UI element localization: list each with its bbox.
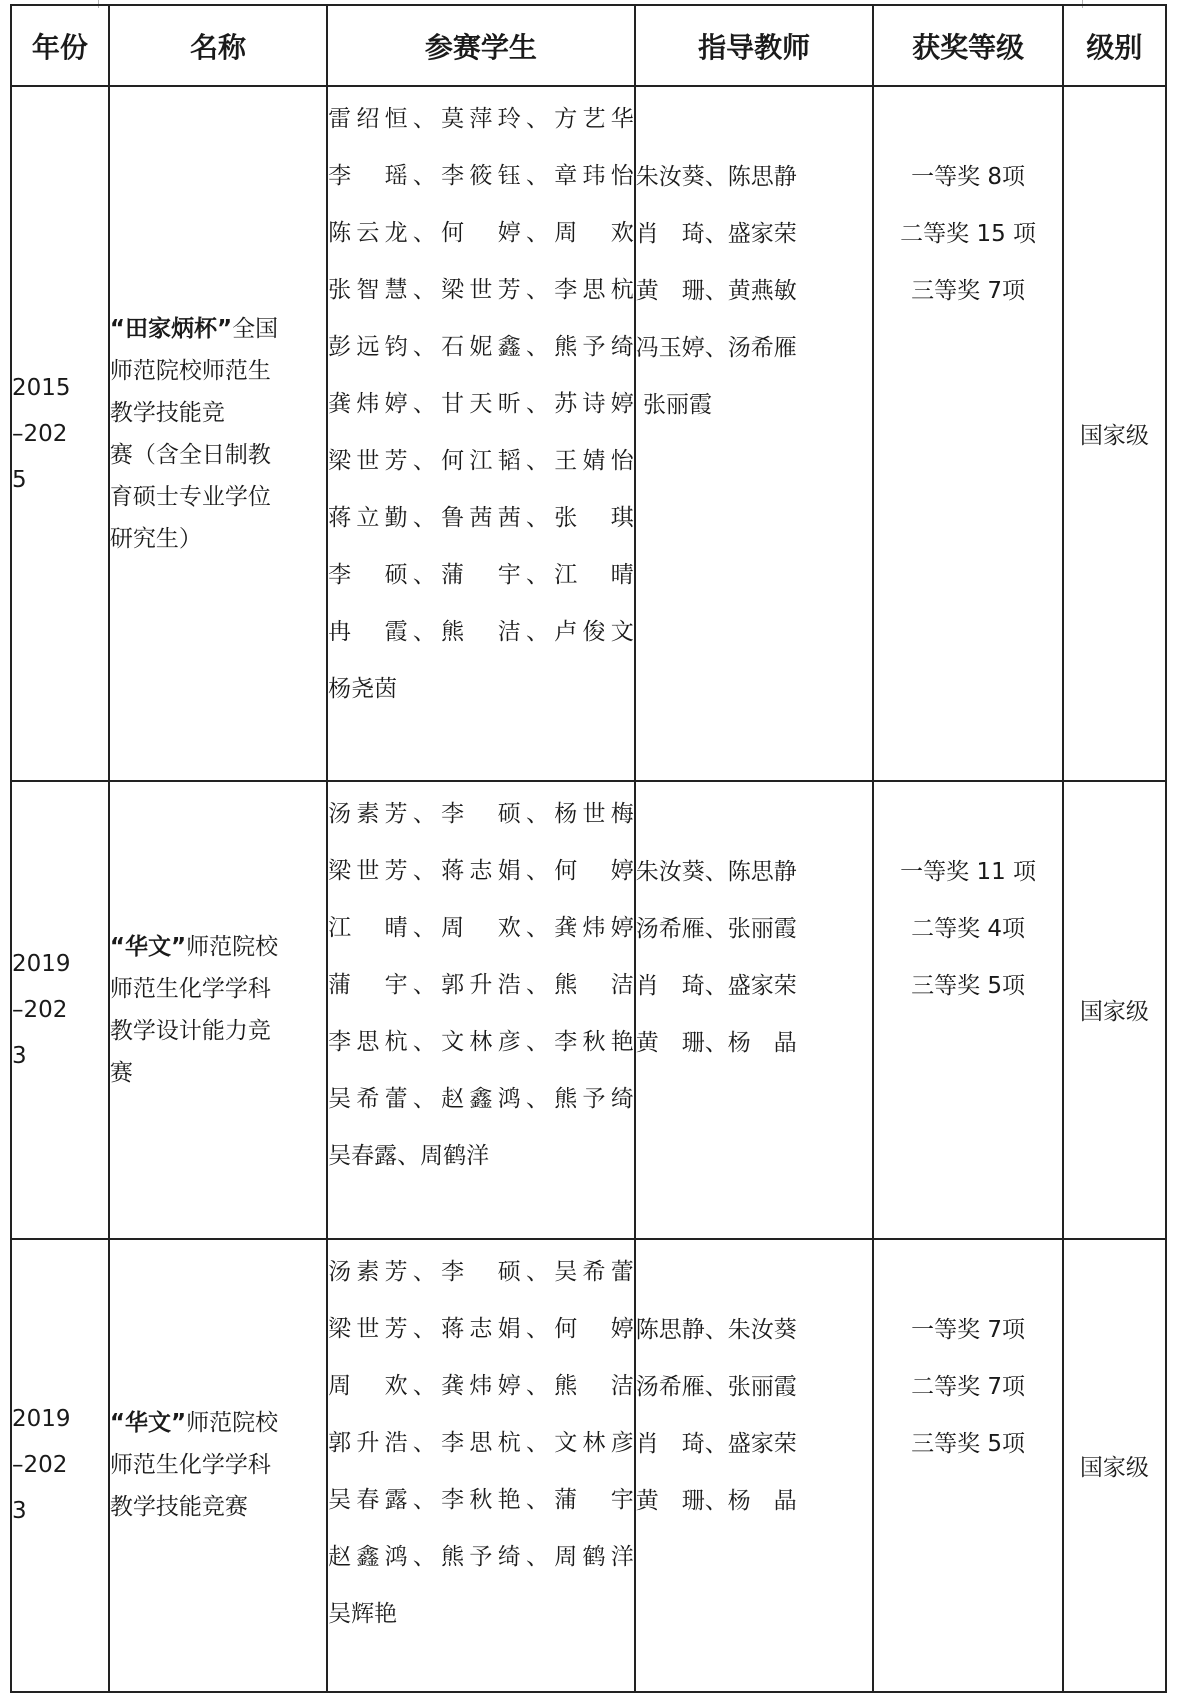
award-levels-cell xyxy=(873,781,1062,1239)
students-cell xyxy=(327,86,635,781)
name-line: 教学设计能力竞 xyxy=(109,1017,271,1044)
student-line: 陈云龙、何 婷、周 欢 xyxy=(328,220,634,246)
award-level-line: 二等奖 15 项 xyxy=(900,221,1037,247)
student-line: 郭升浩、李思杭、文林彦 xyxy=(328,1429,634,1456)
name-line: 师范院校师范生 xyxy=(109,357,271,384)
student-line: 吴辉艳 xyxy=(328,1600,398,1627)
year-line: 3 xyxy=(12,1498,27,1525)
year-cell xyxy=(11,781,109,1239)
award-level-line: 一等奖 11 项 xyxy=(900,859,1037,886)
teacher-line: 张丽霞 xyxy=(635,392,713,418)
grade-cell: 国家级 xyxy=(1063,1239,1166,1692)
student-line: 龚炜婷、甘天昕、苏诗婷 xyxy=(328,391,634,417)
student-line: 江 晴、周 欢、龚炜婷 xyxy=(328,915,634,942)
table-row xyxy=(11,1239,1166,1692)
header-teachers: 指导教师 xyxy=(635,5,874,86)
student-line: 杨尧茵 xyxy=(328,676,398,702)
student-line: 吴春露、周鹤洋 xyxy=(328,1143,490,1170)
year-line: 2019 xyxy=(12,1406,71,1433)
award-levels-cell xyxy=(873,1239,1062,1692)
header-row xyxy=(11,5,1166,86)
student-line: 彭远钧、石妮鑫、熊予绮 xyxy=(328,334,634,360)
students-cell xyxy=(327,1239,635,1692)
student-line: 周 欢、龚炜婷、熊 洁 xyxy=(328,1372,634,1399)
student-line: 梁世芳、蒋志娟、何 婷 xyxy=(328,1315,634,1342)
award-level-line: 三等奖 5项 xyxy=(911,973,1026,1000)
student-line: 李 瑶、李筱钰、章玮怡 xyxy=(328,163,634,189)
student-line: 吴希蕾、赵鑫鸿、熊予绮 xyxy=(328,1086,634,1113)
teacher-line: 陈思静、朱汝葵 xyxy=(635,1316,797,1343)
year-line: –202 xyxy=(12,420,68,447)
year-line: 2015 xyxy=(12,374,71,401)
header-students: 参赛学生 xyxy=(327,5,635,86)
teachers-cell xyxy=(635,86,874,781)
year-line: –202 xyxy=(12,1452,68,1479)
name-line: 赛（含全日制教 xyxy=(109,441,271,468)
table-row xyxy=(11,781,1166,1239)
award-level-line: 一等奖 7项 xyxy=(911,1316,1026,1343)
teacher-line: 黄 珊、杨 晶 xyxy=(635,1487,797,1514)
student-line: 蒋立勤、鲁茜茜、张 琪 xyxy=(328,505,634,531)
teachers-cell xyxy=(635,781,874,1239)
name-line: 研究生） xyxy=(109,525,202,552)
teacher-line: 冯玉婷、汤希雁 xyxy=(635,335,797,361)
student-line: 蒲 宇、郭升浩、熊 洁 xyxy=(328,972,634,999)
header-name: 名称 xyxy=(109,5,327,86)
competition-name-highlight: “华文” xyxy=(109,933,187,960)
award-level-line: 二等奖 4项 xyxy=(911,916,1026,943)
competition-name-highlight: “田家炳杯” xyxy=(109,315,233,342)
students-cell xyxy=(327,781,635,1239)
name-line: 教学技能竞 xyxy=(109,399,225,426)
teacher-line: 肖 琦、盛家荣 xyxy=(635,973,797,1000)
teachers-cell xyxy=(635,1239,874,1692)
student-line: 梁世芳、蒋志娟、何 婷 xyxy=(328,858,634,885)
teacher-line: 朱汝葵、陈思静 xyxy=(635,859,797,886)
name-line: 教学技能竞赛 xyxy=(109,1494,248,1521)
competition-name xyxy=(110,1402,326,1528)
teacher-line: 黄 珊、黄燕敏 xyxy=(635,278,797,304)
grade-cell: 国家级 xyxy=(1063,781,1166,1239)
student-line: 雷绍恒、莫萍玲、方艺华 xyxy=(328,106,634,132)
student-line: 汤素芳、李 硕、吴希蕾 xyxy=(328,1258,634,1285)
table-row xyxy=(11,86,1166,781)
student-line: 李 硕、蒲 宇、江 晴 xyxy=(328,562,634,588)
student-line: 汤素芳、李 硕、杨世梅 xyxy=(328,801,634,828)
student-line: 吴春露、李秋艳、蒲 宇 xyxy=(328,1486,634,1513)
name-line: 师范生化学学科 xyxy=(109,1452,271,1479)
year-cell xyxy=(11,86,109,781)
student-line: 赵鑫鸿、熊予绮、周鹤洋 xyxy=(328,1543,634,1570)
competition-name-highlight: “华文” xyxy=(109,1410,187,1437)
student-line: 张智慧、梁世芳、李思杭 xyxy=(328,277,634,303)
name-line: 师范生化学学科 xyxy=(109,975,271,1002)
award-level-line: 三等奖 7项 xyxy=(911,278,1026,304)
year-line: 3 xyxy=(12,1042,27,1069)
grade-cell: 国家级 xyxy=(1063,86,1166,781)
header-award-levels: 获奖等级 xyxy=(873,5,1062,86)
name-line: 全国 xyxy=(232,315,279,342)
award-levels-cell xyxy=(873,86,1062,781)
name-line: 师范院校 xyxy=(186,1410,279,1437)
teacher-line: 肖 琦、盛家荣 xyxy=(635,221,797,247)
header-grade: 级别 xyxy=(1063,5,1166,86)
award-level-line: 二等奖 7项 xyxy=(911,1373,1026,1400)
award-level-line: 三等奖 5项 xyxy=(911,1430,1026,1457)
header-year: 年份 xyxy=(11,5,109,86)
teacher-line: 朱汝葵、陈思静 xyxy=(635,164,797,190)
teacher-line: 汤希雁、张丽霞 xyxy=(635,916,797,943)
competition-name-cell xyxy=(109,781,327,1239)
year-line: –202 xyxy=(12,996,68,1023)
competition-name xyxy=(110,926,326,1094)
student-line: 冉 霞、熊 洁、卢俊文 xyxy=(328,619,634,645)
award-level-line: 一等奖 8项 xyxy=(911,164,1026,190)
year-line: 2019 xyxy=(12,950,71,977)
competition-name-cell xyxy=(109,1239,327,1692)
name-line: 育硕士专业学位 xyxy=(109,483,271,510)
competition-name xyxy=(110,308,326,560)
competition-name-cell xyxy=(109,86,327,781)
awards-table xyxy=(10,4,1167,1693)
name-line: 师范院校 xyxy=(186,933,279,960)
teacher-line: 汤希雁、张丽霞 xyxy=(635,1373,797,1400)
student-line: 梁世芳、何江韬、王婧怡 xyxy=(328,448,634,474)
teacher-line: 黄 珊、杨 晶 xyxy=(635,1030,797,1057)
year-cell xyxy=(11,1239,109,1692)
name-line: 赛 xyxy=(109,1059,133,1086)
year-line: 5 xyxy=(12,466,27,493)
student-line: 李思杭、文林彦、李秋艳 xyxy=(328,1029,634,1056)
teacher-line: 肖 琦、盛家荣 xyxy=(635,1430,797,1457)
